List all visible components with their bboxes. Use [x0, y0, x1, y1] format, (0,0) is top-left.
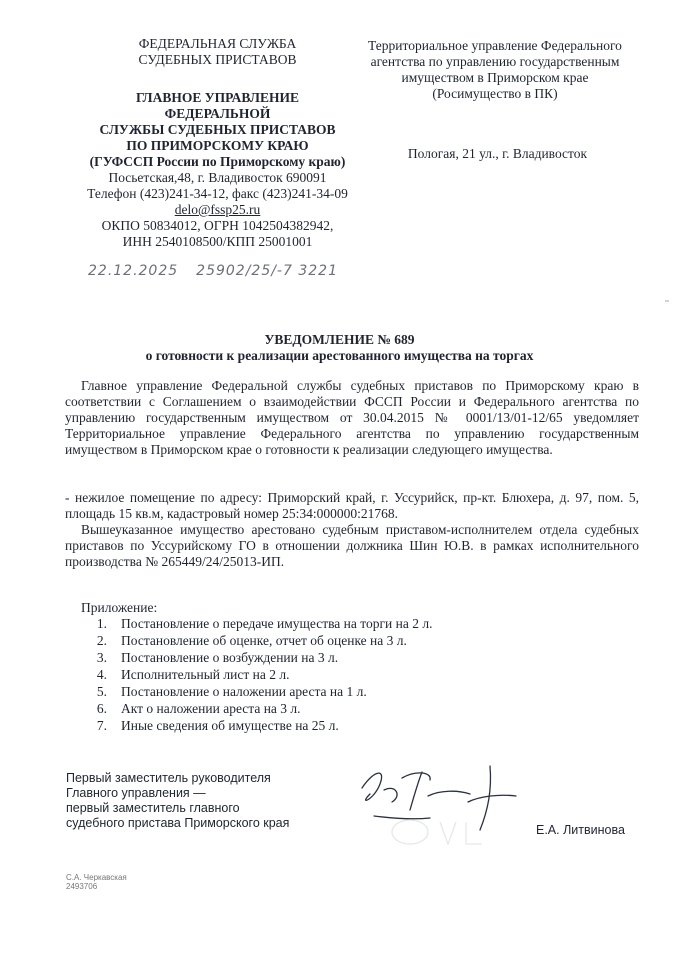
- executor-name: С.А. Черкавская: [66, 873, 127, 882]
- notice-paragraph-2: - нежилое помещение по адресу: Приморский край, г. Уссурийск, пр-кт. Блюхера, д. 97, пом. 5, площадь 15 кв.м, кадастровый номер 25:34:000000:21768.: [65, 490, 639, 521]
- attachment-item: 1. Постановление о передаче имущества на торги на 2 л.: [96, 616, 433, 631]
- handwritten-signature: [340, 760, 540, 850]
- department-line1: ГЛАВНОЕ УПРАВЛЕНИЕ: [136, 90, 299, 105]
- notice-paragraph-1: Главное управление Федеральной службы судебных приставов по Приморскому краю в соответствии с Соглашением о взаимодействии ФССП России и Федерального агентства по управлению государственным имуществом от 30.04.2015 № 0001/13/01-12/65 уведомляет Территориальное управление Федерального агентства по управлению государственным имуществом в Приморском крае о готовности к реализации следующего имущества.: [65, 378, 639, 457]
- attachment-item: 2. Постановление об оценке, отчет об оценке на 3 л.: [96, 633, 407, 648]
- outgoing-registration: [88, 263, 338, 280]
- notice-paragraph-3: Вышеуказанное имущество арестовано судебным приставом-исполнителем отдела судебных приставов по Уссурийскому ГО в отношении должника Шин Ю.В. в рамках исполнительного производства № 265449/24/25013-ИП.: [65, 522, 639, 569]
- sender-address: Посьетская,48, г. Владивосток 690091: [108, 170, 327, 185]
- department-short-name: (ГУФССП России по Приморскому краю): [89, 154, 346, 169]
- department-line2: ФЕДЕРАЛЬНОЙ: [164, 106, 271, 121]
- agency-name-line1: ФЕДЕРАЛЬНАЯ СЛУЖБА: [138, 36, 297, 51]
- recipient-line4: (Росимущество в ПК): [432, 86, 558, 101]
- sender-okpo: ОКПО 50834012, ОГРН 1042504382942,: [101, 218, 334, 233]
- attachment-item: 3. Постановление о возбуждении на 3 л.: [96, 650, 339, 665]
- attachment-item: 6. Акт о наложении ареста на 3 л.: [96, 701, 301, 716]
- executor-info: [66, 873, 127, 891]
- attachment-item: 7. Иные сведения об имуществе на 25 л.: [96, 718, 339, 733]
- sender-block: [55, 36, 380, 250]
- recipient-line3: имуществом в Приморском крае: [401, 70, 589, 85]
- attachments-list: [81, 616, 621, 735]
- outgoing-date: 22.12.2025: [88, 263, 179, 279]
- agency-name-line2: СУДЕБНЫХ ПРИСТАВОВ: [138, 52, 297, 67]
- signer-name: Е.А. Литвинова: [536, 823, 625, 837]
- recipient-block: [350, 38, 640, 102]
- signer-position-line1: Первый заместитель руководителя: [66, 771, 271, 785]
- signer-position-line4: судебного пристава Приморского края: [66, 816, 290, 830]
- recipient-line2: агентства по управлению государственным: [370, 54, 620, 69]
- sender-email[interactable]: delo@fssp25.ru: [174, 202, 261, 217]
- signer-position: [66, 771, 289, 831]
- executor-phone: 2493706: [66, 882, 98, 891]
- attachment-item: 5. Постановление о наложении ареста на 1 л.: [96, 684, 367, 699]
- notice-subtitle: о готовности к реализации арестованного имущества на торгах: [145, 348, 534, 363]
- notice-title: УВЕДОМЛЕНИЕ № 689: [264, 332, 415, 347]
- sender-phone: Телефон (423)241-34-12, факс (423)241-34-09: [87, 186, 348, 201]
- signer-position-line3: первый заместитель главного: [66, 801, 240, 815]
- recipient-line1: Территориальное управление Федерального: [368, 38, 622, 53]
- attachment-item: 4. Исполнительный лист на 2 л.: [96, 667, 290, 682]
- sender-inn: ИНН 2540108500/КПП 25001001: [122, 234, 313, 249]
- signer-position-line2: Главного управления —: [66, 786, 206, 800]
- recipient-address: Пологая, 21 ул., г. Владивосток: [407, 146, 588, 161]
- attachments-title: Приложение:: [81, 600, 158, 615]
- outgoing-number: 25902/25/-7 3221: [196, 263, 338, 279]
- department-line3: СЛУЖБЫ СУДЕБНЫХ ПРИСТАВОВ: [99, 122, 336, 137]
- scan-mark: [665, 300, 669, 302]
- department-line4: ПО ПРИМОРСКОМУ КРАЮ: [126, 138, 309, 153]
